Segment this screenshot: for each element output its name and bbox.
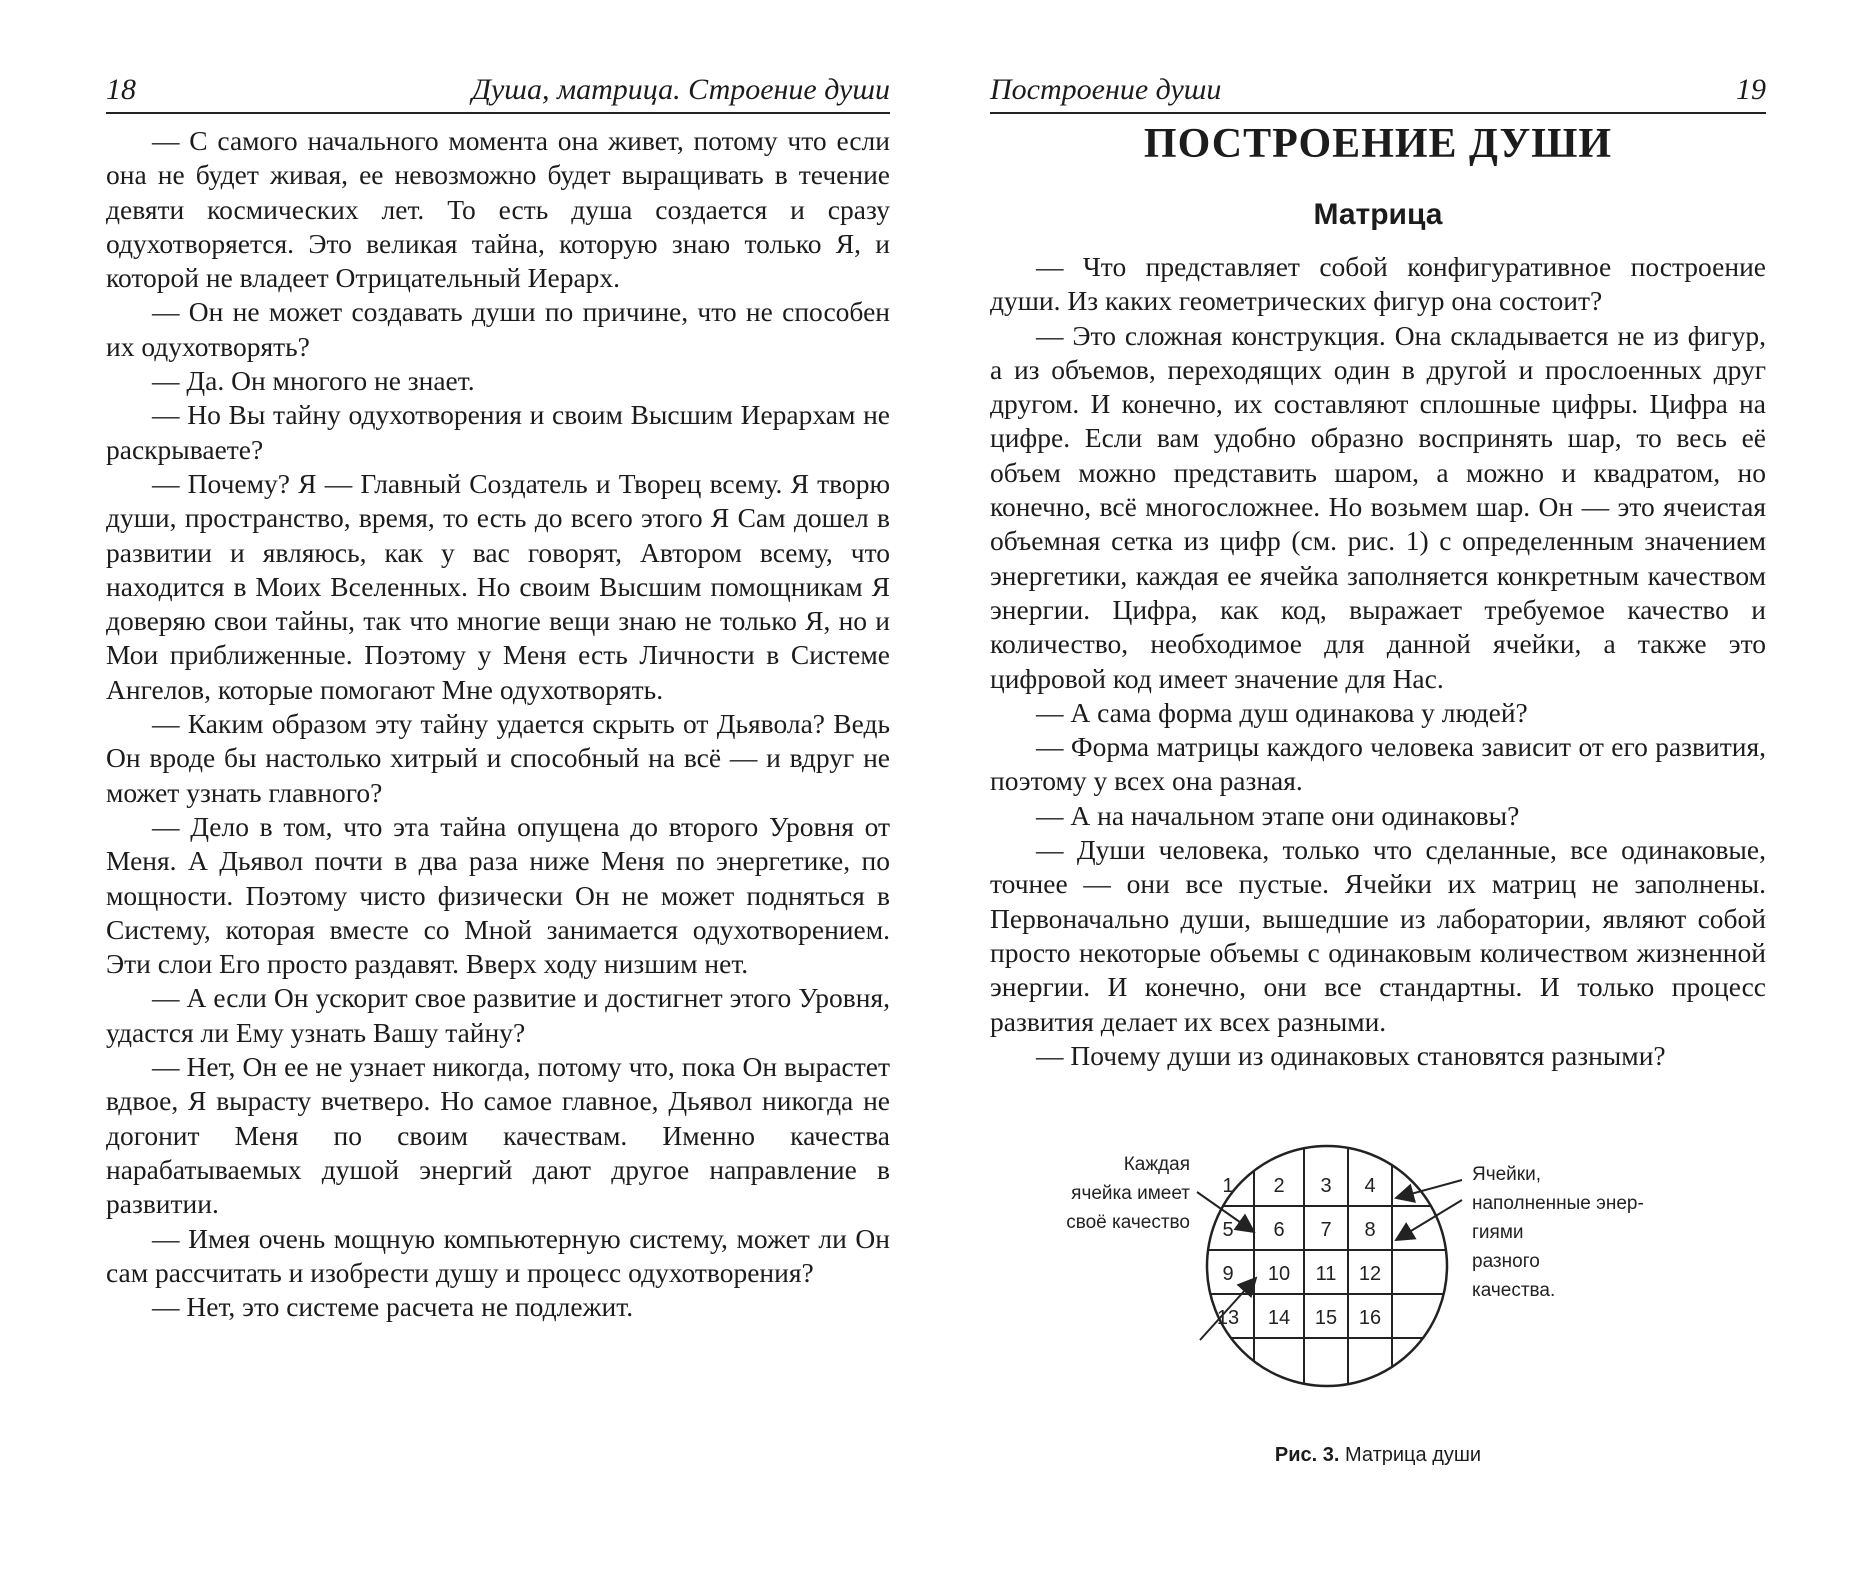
paragraph: — Дело в том, что эта тайна опущена до второго Уровня от Меня. А Дьявол почти в два раза ниже Меня по энергетике, по мощности. Поэтому чисто физически Он не может подняться в Систему, которая вместе со Мной занимается одухотворением. Эти слои Его просто раздавят. Вверх ходу низшим нет.: [106, 810, 890, 980]
paragraph: — Это сложная конструкция. Она складывается не из фигур, а из объемов, переходящих один в другой и прослоенных друг другом. И конечно, их составляют сплошные цифры. Цифра на цифре. Если вам удобно образно воспринять шар, то весь её объем можно представить шаром, а можно и квадратом, но конечно, всё многосложнее. Но возьмем шар. Он — это ячеистая объемная сетка из цифр (см. рис. 1) с определенным значением энергетики, каждая ее ячейка заполняется конкретным качеством энергии. Цифра, как код, выражает требуемое качество и количество, необходимое для данной ячейки, а также это цифровой код имеет значение для Нас.: [990, 319, 1766, 694]
paragraph: — Имея очень мощную компьютерную систему, может ли Он сам рассчитать и изобрести душу и процесс одухотворения?: [106, 1222, 890, 1288]
matrix-cell-number: 8: [1364, 1219, 1376, 1241]
paragraph: — Форма матрицы каждого человека зависит от его развития, поэтому у всех она разная.: [990, 731, 1766, 797]
right-body-text: [990, 250, 1766, 1073]
paragraph: — Он не может создавать души по причине, что не способен их одухотворять?: [106, 296, 890, 362]
cell-numbers: [1217, 1175, 1381, 1329]
matrix-cell-number: 5: [1222, 1219, 1234, 1241]
soul-matrix-figure: [1022, 1140, 1722, 1400]
matrix-cell-number: 7: [1320, 1219, 1332, 1241]
right-page: [932, 0, 1864, 1572]
matrix-cell-number: 10: [1267, 1263, 1291, 1285]
figure-label-line: разного: [1472, 1251, 1540, 1272]
caption-text: Матрица души: [1345, 1444, 1482, 1466]
matrix-cell-number: 14: [1267, 1307, 1291, 1329]
paragraph: — Души человека, только что сделанные, все одинаковые, точнее — они все пустые. Ячейки их матриц не заполнены. Первоначально души, вышедшие из лаборатории, являют собой просто некоторые объемы с одинаковым количеством жизненной энергии. И конечно, они все стандартны. И только процесс развития делает их всех разными.: [990, 834, 1766, 1037]
paragraph: — Да. Он многого не знает.: [152, 365, 475, 397]
paragraph: — Но Вы тайну одухотворения и своим Высшим Иерархам не раскрываете?: [106, 399, 890, 465]
paragraph: — Нет, Он ее не узнает никогда, потому что, пока Он вырастет вдвое, Я вырасту вчетверо. Но самое главное, Дьявол никогда не догонит Меня по своим качествам. Именно качества нарабатываемых душой энергий дают другое направление в развитии.: [106, 1051, 890, 1220]
left-running-title: Душа, матрица. Строение души: [471, 73, 890, 106]
figure-label-line: качества.: [1472, 1280, 1556, 1301]
matrix-diagram: [1022, 1140, 1722, 1400]
right-running-head: [990, 70, 1766, 114]
left-page-number: 18: [106, 73, 136, 106]
matrix-cell-number: 13: [1216, 1307, 1240, 1329]
figure-label-line: ячейка имеет: [1071, 1183, 1190, 1204]
figure-label-line: Ячейки,: [1472, 1164, 1542, 1185]
matrix-cell-number: 3: [1320, 1175, 1332, 1197]
paragraph: — Что представляет собой конфигуративное построение души. Из каких геометрических фигур она состоит?: [990, 251, 1766, 317]
right-page-number: 19: [1736, 73, 1766, 106]
arrow-right-upper: [1396, 1180, 1462, 1198]
paragraph: — А если Он ускорит свое развитие и достигнет этого Уровня, удастся ли Ему узнать Вашу тайну?: [106, 982, 890, 1048]
paragraph: — Каким образом эту тайну удается скрыть от Дьявола? Ведь Он вроде бы настолько хитрый и способный на всё — и вдруг не может узнать главного?: [106, 708, 890, 808]
paragraph: — А сама форма душ одинакова у людей?: [1036, 696, 1528, 728]
matrix-cell-number: 12: [1358, 1263, 1382, 1285]
paragraph: — Почему души из одинаковых становятся разными?: [1036, 1039, 1666, 1071]
caption-number: Рис. 3.: [1274, 1444, 1340, 1466]
matrix-cell-number: 4: [1364, 1175, 1376, 1197]
chapter-title: ПОСТРОЕНИЕ ДУШИ: [1143, 121, 1613, 167]
paragraph: — Нет, это системе расчета не подлежит.: [152, 1291, 634, 1323]
right-running-title: Построение души: [990, 73, 1222, 106]
figure-label-line: своё качество: [1066, 1212, 1190, 1233]
figure-label-line: наполненные энер-: [1472, 1193, 1644, 1214]
matrix-cell-number: 16: [1358, 1307, 1382, 1329]
figure-caption: [990, 1444, 1766, 1467]
matrix-cell-number: 15: [1314, 1307, 1338, 1329]
paragraph: — Почему? Я — Главный Создатель и Творец всему. Я творю души, пространство, время, то есть до всего этого Я Сам дошел в развитии и являюсь, как у вас говорят, Автором всему, что находится в Моих Вселенных. Но своим Высшим помощникам Я доверяю свои тайны, так что многие вещи знаю не только Я, но и Мои приближенные. Поэтому у Меня есть Личности в Системе Ангелов, которые помогают Мне одухотворять.: [106, 467, 890, 705]
matrix-cell-number: 1: [1222, 1175, 1234, 1197]
matrix-cell-number: 9: [1222, 1263, 1234, 1285]
matrix-cell-number: 6: [1273, 1219, 1285, 1241]
matrix-cell-number: 11: [1315, 1263, 1337, 1285]
paragraph: — С самого начального момента она живет, потому что если она не будет живая, ее невозможно будет выращивать в течение девяти космических лет. То есть душа создается и сразу одухотворяется. Это великая тайна, которую знаю только Я, и которой не владеет Отрицательный Иерарх.: [106, 125, 890, 294]
left-body-text: [106, 124, 890, 1324]
paragraph: — А на начальном этапе они одинаковы?: [1036, 799, 1520, 831]
section-title: Матрица: [1313, 198, 1443, 231]
figure-label-line: Каждая: [1123, 1154, 1190, 1175]
matrix-cell-number: 2: [1273, 1175, 1285, 1197]
figure-label-line: гиями: [1472, 1222, 1524, 1243]
left-running-head: [106, 70, 890, 114]
